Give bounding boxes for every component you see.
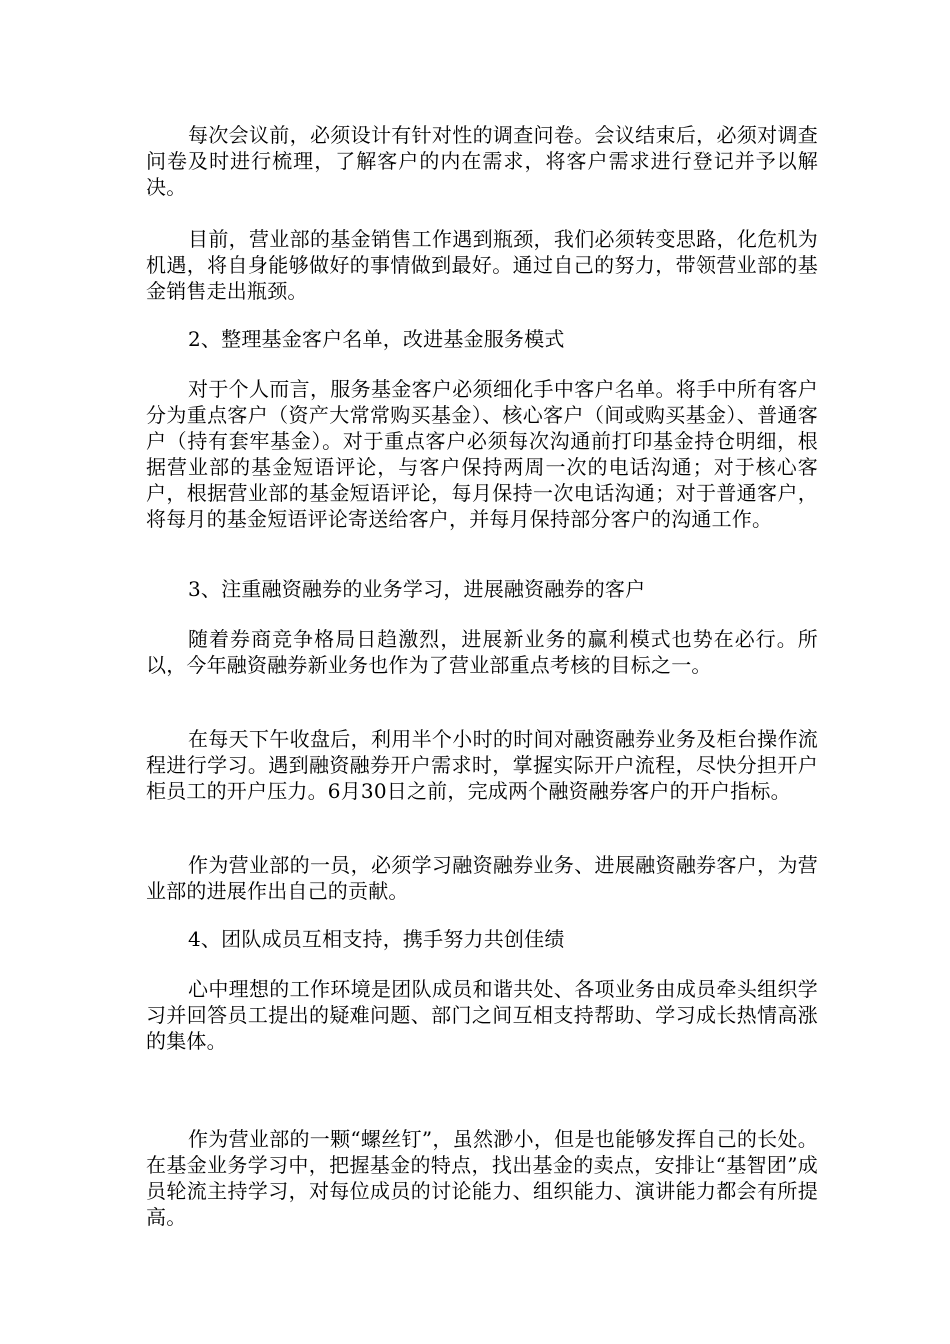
paragraph-member-duty: 作为营业部的一员，必须学习融资融券业务、进展融资融券客户，为营业部的进展作出自己的贡献。 [146,853,818,903]
paragraph-fund-sales: 目前，营业部的基金销售工作遇到瓶颈，我们必须转变思路，化危机为机遇，将自身能够做好的事情做到最好。通过自己的努力，带领营业部的基金销售走出瓶颈。 [146,227,818,303]
paragraph-survey: 每次会议前，必须设计有针对性的调查问卷。会议结束后，必须对调查问卷及时进行梳理，了解客户的内在需求，将客户需求进行登记并予以解决。 [146,123,818,199]
section-heading-2: 2、整理基金客户名单，改进基金服务模式 [188,327,565,351]
paragraph-ideal-team: 心中理想的工作环境是团队成员和谐共处、各项业务由成员牵头组织学习并回答员工提出的疑难问题、部门之间互相支持帮助、学习成长热情高涨的集体。 [146,977,818,1053]
paragraph-screw: 作为营业部的一颗“螺丝钉”，虽然渺小，但是也能够发挥自己的长处。在基金业务学习中，把握基金的特点，找出基金的卖点，安排让“基智团”成员轮流主持学习，对每位成员的讨论能力、组织能力、演讲能力都会有所提高。 [146,1127,818,1229]
paragraph-margin-trading: 随着券商竞争格局日趋激烈，进展新业务的赢利模式也势在必行。所以，今年融资融券新业务也作为了营业部重点考核的目标之一。 [146,627,818,677]
section-heading-3: 3、注重融资融券的业务学习，进展融资融券的客户 [188,577,646,601]
paragraph-client-list: 对于个人而言，服务基金客户必须细化手中客户名单。将手中所有客户分为重点客户（资产大常常购买基金）、核心客户（间或购买基金）、普通客户（持有套牢基金）。对于重点客户必须每次沟通前打印基金持仓明细，根据营业部的基金短语评论，与客户保持两周一次的电话沟通；对于核心客户，根据营业部的基金短语评论，每月保持一次电话沟通；对于普通客户，将每月的基金短语评论寄送给客户，并每月保持部分客户的沟通工作。 [146,377,818,531]
section-heading-4: 4、团队成员互相支持，携手努力共创佳绩 [188,927,565,951]
paragraph-daily-study: 在每天下午收盘后，利用半个小时的时间对融资融券业务及柜台操作流程进行学习。遇到融资融券开户需求时，掌握实际开户流程，尽快分担开户柜员工的开户压力。6月30日之前，完成两个融资融券客户的开户指标。 [146,727,818,803]
